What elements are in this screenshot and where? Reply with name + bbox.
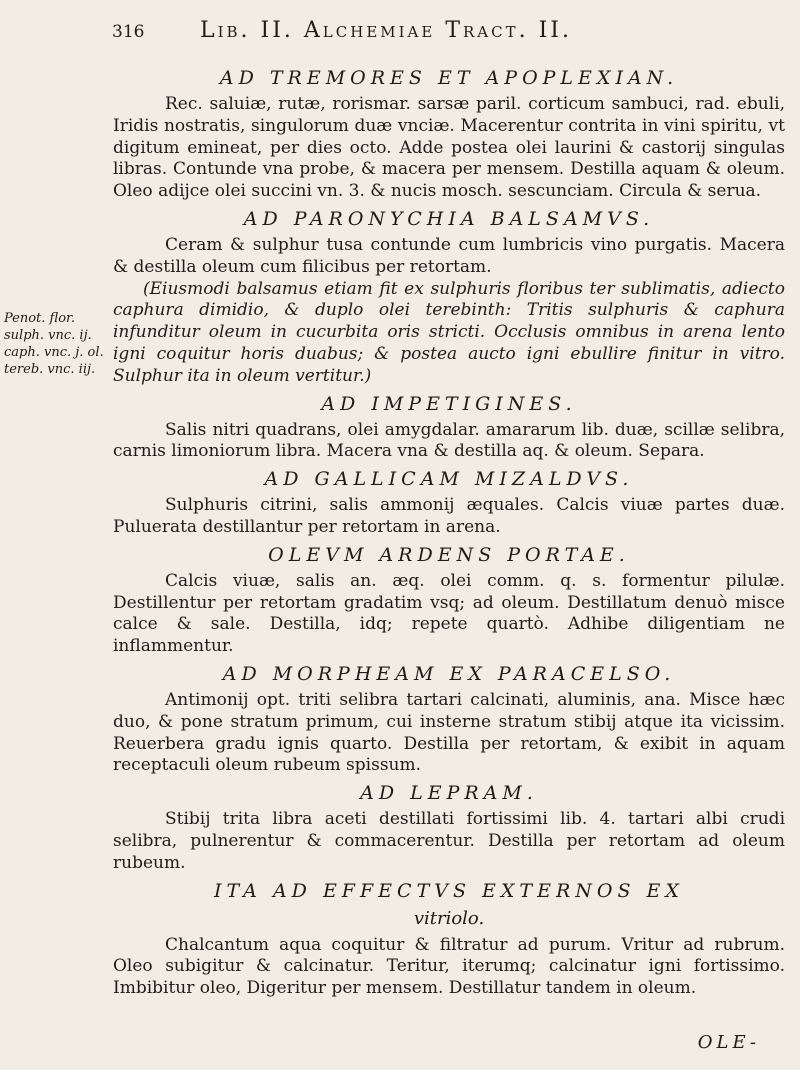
section-text: Ceram & sulphur tusa contunde cum lumbricis vino purgatis. Macera & destilla oleum cum filicibus per retortam. [113, 234, 785, 277]
section-heading: ITA AD EFFECTVS EXTERNOS EX [214, 879, 684, 902]
page-body [113, 62, 785, 1000]
running-head: Lib. II. Alchemiae Tract. II. [200, 18, 572, 43]
section-text: Rec. saluiæ, rutæ, rorismar. sarsæ paril. corticum sambuci, rad. ebuli, Iridis nostratis, singulorum duæ vnciæ. Macerentur contrita in vini spiritu, vt digitum emineat, per dies octo. Adde postea olei laurini & castorij singulas libras. Contunde vna probe, & macera per mensem. Destilla aquam & oleum. Oleo adijce olei succini vn. 3. & nucis mosch. sescunciam. Circula & serua. [113, 94, 785, 202]
section-heading: AD PARONYCHIA BALSAMVS. [243, 207, 655, 230]
section-heading: AD IMPETIGINES. [321, 392, 577, 415]
section-heading: AD LEPRAM. [360, 782, 538, 805]
page-number: 316 [112, 22, 145, 42]
section-subheading: vitriolo. [413, 907, 485, 929]
page-header [112, 18, 760, 43]
section-text: Antimonij opt. triti selibra tartari calcinati, aluminis, ana. Misce hæc duo, & pone stratum primum, cui insterne stratum stibij atque ita vicissim. Reuerbera gradu ignis quarto. Destilla per retortam, & exibit in aquam receptaculi oleum rubeum spissum. [113, 689, 785, 776]
section-heading: AD MORPHEAM EX PARACELSO. [222, 662, 676, 685]
section-text: Chalcantum aqua coquitur & filtratur ad purum. Vritur ad rubrum. Oleo subigitur & calcinatur. Teritur, iterumq; calcinatur igni fortissimo. Imbibitur oleo, Digeritur per mensem. Destillatur tandem in oleum. [113, 934, 785, 999]
section-text: Stibij trita libra aceti destillati fortissimi lib. 4. tartari albi crudi selibra, pulnerentur & commacerentur. Destilla per retortam ad oleum rubeum. [113, 809, 785, 873]
section-text: Calcis viuæ, salis an. æq. olei comm. q. s. formentur pilulæ. Destillentur per retortam gradatim vsq; ad oleum. Destillatum denuò misce calce & sale. Destilla, idq; repete quartò. Adhibe diligentiam ne inflammentur. [113, 570, 785, 657]
section-heading: AD TREMORES ET APOPLEXIAN. [219, 67, 679, 89]
section-text: Sulphuris citrini, salis ammonij æquales. Calcis viuæ partes duæ. Puluerata destillantur per retortam in arena. [113, 495, 785, 537]
section-heading: OLEVM ARDENS PORTAE. [268, 543, 630, 566]
section-text: Salis nitri quadrans, olei amygdalar. amararum lib. duæ, scillæ selibra, carnis limoniorum libra. Macera vna & destilla aq. & oleum. Separa. [113, 419, 785, 462]
margin-note: Penot. flor. sulph. vnc. ij. caph. vnc. j. ol. tereb. vnc. iij. [4, 311, 104, 377]
section-note: (Eiusmodi balsamus etiam fit ex sulphuris floribus ter sublimatis, adiecto caphura dimidio, & duplo olei terebinth: Tritis sulphuris & caphura infunditur oleum in cucurbita oris stricti. Occlusis omnibus in arena lento igni coquitur horis duabus; & postea aucto igni ebullire finitur in vitro. Sulphur ita in oleum vertitur.) [113, 278, 785, 386]
section-heading: AD GALLICAM MIZALDVS. [264, 468, 634, 491]
catchword: OLE- [697, 1032, 760, 1053]
